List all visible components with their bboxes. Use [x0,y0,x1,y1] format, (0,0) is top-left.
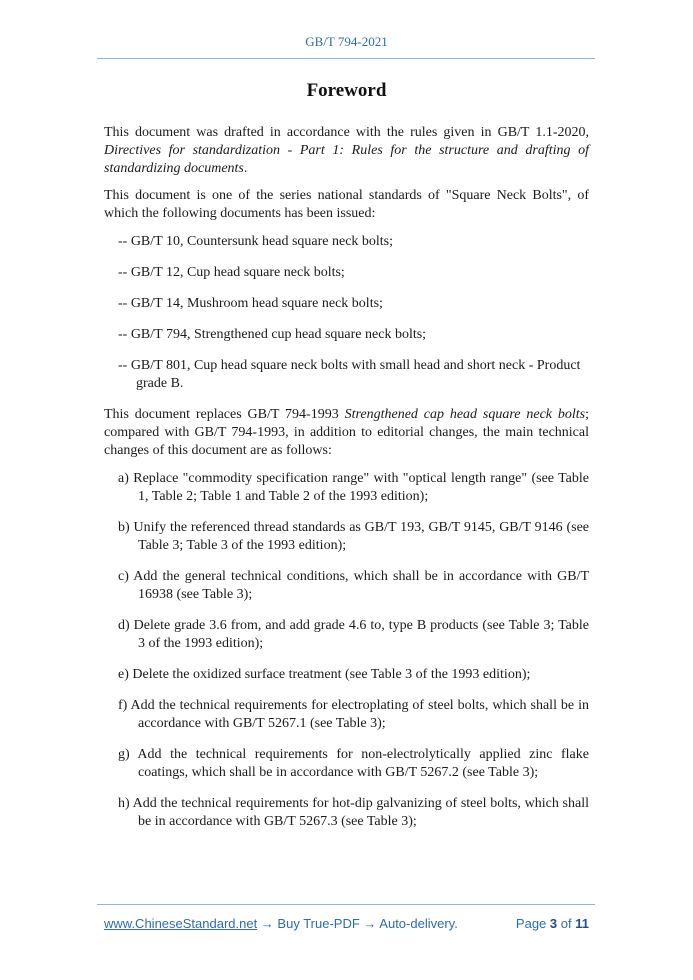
footer-divider [97,904,595,905]
page-word: Page [515,916,547,931]
replacement-text-end: ; compared with GB/T 794-1993, in addition to editorial changes, the main technical changes of this document are as follows: [104,407,589,458]
footer [104,916,589,936]
series-list-item: -- GB/T 801, Cup head square neck bolts with small head and short neck - Product grade B. [118,358,581,391]
current-page-number: 3 [549,916,558,931]
change-item: f) Add the technical requirements for electroplating of steel bolts, which shall be in accordance with GB/T 5267.1 (see Table 3); [118,698,589,731]
intro-directives-title: Directives for standardization - Part 1: Rules for the structure and drafting of standardizing documents [104,143,589,176]
replacement-text: This document replaces GB/T 794-1993 [104,407,345,422]
change-item: b) Unify the referenced thread standards as GB/T 193, GB/T 9145, GB/T 9146 (see Table 3; Table 3 of the 1993 edition); [118,520,589,553]
intro-paragraph [104,124,589,178]
of-word: of [560,916,572,931]
change-item: d) Delete grade 3.6 from, and add grade 4.6 to, type B products (see Table 3; Table 3 of the 1993 edition); [118,618,589,651]
series-list-item: -- GB/T 10, Countersunk head square neck bolts; [118,234,394,249]
footer-promo-text: → Buy True-PDF → Auto-delivery. [257,916,458,931]
chinesestandard-link[interactable]: www.ChineseStandard.net [104,916,258,931]
change-item: e) Delete the oxidized surface treatment (see Table 3 of the 1993 edition); [118,667,531,682]
page-title: Foreword [306,80,387,101]
document-body [104,124,589,844]
series-list-item: -- GB/T 14, Mushroom head square neck bolts; [118,296,383,311]
series-list-item: -- GB/T 12, Cup head square neck bolts; [118,265,345,280]
change-item: g) Add the technical requirements for non-electrolytically applied zinc flake coatings, which shall be in accordance with GB/T 5267.2 (see Table 3); [118,747,589,780]
series-list [104,233,589,393]
replacement-paragraph [104,406,589,460]
series-paragraph: This document is one of the series national standards of "Square Neck Bolts", of which the following documents has been issued: [104,188,589,221]
replaced-standard-title: Strengthened cap head square neck bolts [344,407,586,422]
footer-promo [104,916,458,931]
intro-text: This document was drafted in accordance with the rules given in GB/T 1.1-2020, [104,125,589,140]
change-item: a) Replace "commodity specification range" with "optical length range" (see Table 1, Table 2; Table 1 and Table 2 of the 1993 edition); [118,471,589,504]
intro-text-end: . [243,161,248,176]
change-item: c) Add the general technical conditions, which shall be in accordance with GB/T 16938 (see Table 3); [118,569,589,602]
total-pages-number: 11 [575,916,589,931]
header-divider [97,58,595,59]
changes-list [104,470,589,831]
change-item: h) Add the technical requirements for hot-dip galvanizing of steel bolts, which shall be in accordance with GB/T 5267.3 (see Table 3); [118,796,589,829]
header-title: GB/T 794-2021 [305,34,388,49]
series-list-item: -- GB/T 794, Strengthened cup head square neck bolts; [118,327,427,342]
page-indicator [516,916,589,931]
